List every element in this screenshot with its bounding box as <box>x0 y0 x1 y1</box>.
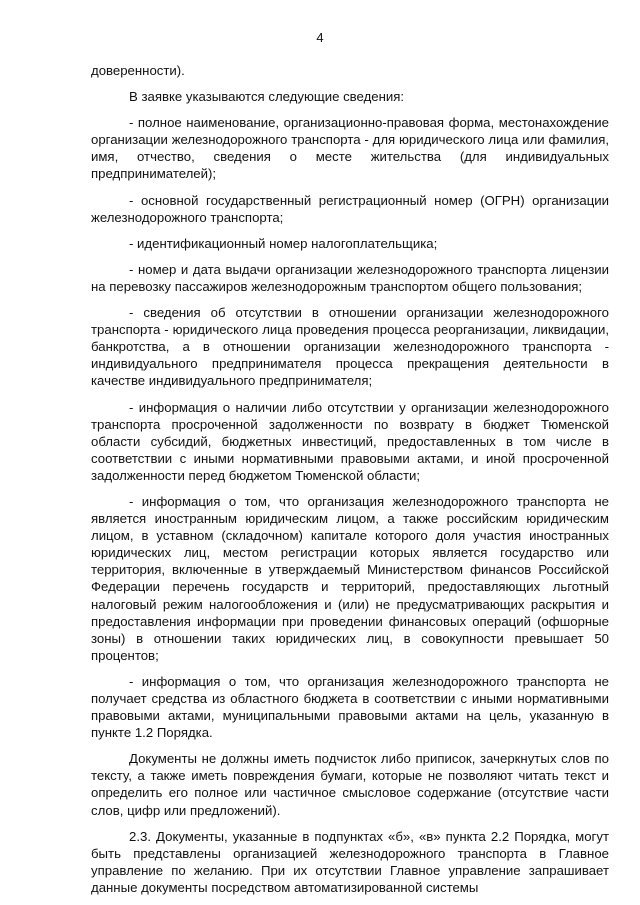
document-body <box>91 62 609 896</box>
paragraph: 2.3. Документы, указанные в подпунктах «б», «в» пункта 2.2 Порядка, могут быть представлены организацией железнодорожного транспорта в Главное управление по желанию. При их отсутствии Главное управление запрашивает данные документы посредством автоматизированной системы <box>91 828 609 895</box>
paragraph: - информация о том, что организация железнодорожного транспорта не получает средства из областного бюджета в соответствии с иными нормативными правовыми актами, муниципальными правовыми актами на цель, указанную в пункте 1.2 Порядка. <box>91 673 609 741</box>
paragraph: - информация о том, что организация железнодорожного транспорта не является иностранным юридическим лицом, а также российским юридическим лицом, в уставном (складочном) капитале которого доля участия иностранных юридических лиц, местом регистрации которых является государство или территория, включенные в утверждаемый Министерством финансов Российской Федерации перечень государств и территорий, предоставляющих льготный налоговый режим налогообложения и (или) не предусматривающих раскрытия и предоставления информации при проведении финансовых операций (офшорные зоны) в отношении таких юридических лиц, в совокупности превышает 50 процентов; <box>91 493 609 663</box>
paragraph: Документы не должны иметь подчисток либо приписок, зачеркнутых слов по тексту, а также иметь повреждения бумаги, которые не позволяют читать текст и определить его полное или частичное смысловое содержание (отсутствие части слов, цифр или предложений). <box>91 751 609 818</box>
paragraph: - номер и дата выдачи организации железнодорожного транспорта лицензии на перевозку пассажиров железнодорожным транспортом общего пользования; <box>91 261 609 294</box>
paragraph: доверенности). <box>91 63 185 78</box>
paragraph: - полное наименование, организационно-правовая форма, местонахождение организации железнодорожного транспорта - для юридического лица или фамилия, имя, отчество, сведения о месте жительства (для индивидуальных предпринимателей); <box>91 115 609 182</box>
page-number: 4 <box>316 30 324 45</box>
paragraph: В заявке указываются следующие сведения: <box>129 89 405 105</box>
paragraph: - сведения об отсутствии в отношении организации железнодорожного транспорта - юридического лица проведения процесса реорганизации, ликвидации, банкротства, а в отношении организации железнодорожного транспорта - индивидуального предпринимателя процесса прекращения деятельности в качестве индивидуального предпринимателя; <box>91 305 609 389</box>
paragraph: - идентификационный номер налогоплательщика; <box>129 235 438 251</box>
paragraph: - основной государственный регистрационный номер (ОГРН) организации железнодорожного транспорта; <box>91 192 609 225</box>
paragraph: - информация о наличии либо отсутствии у организации железнодорожного транспорта просроченной задолженности по возврату в бюджет Тюменской области субсидий, бюджетных инвестиций, предоставленных в том числе в соответствии с иными нормативными правовыми актами, и иной просроченной задолженности перед бюджетом Тюменской области; <box>91 399 609 483</box>
